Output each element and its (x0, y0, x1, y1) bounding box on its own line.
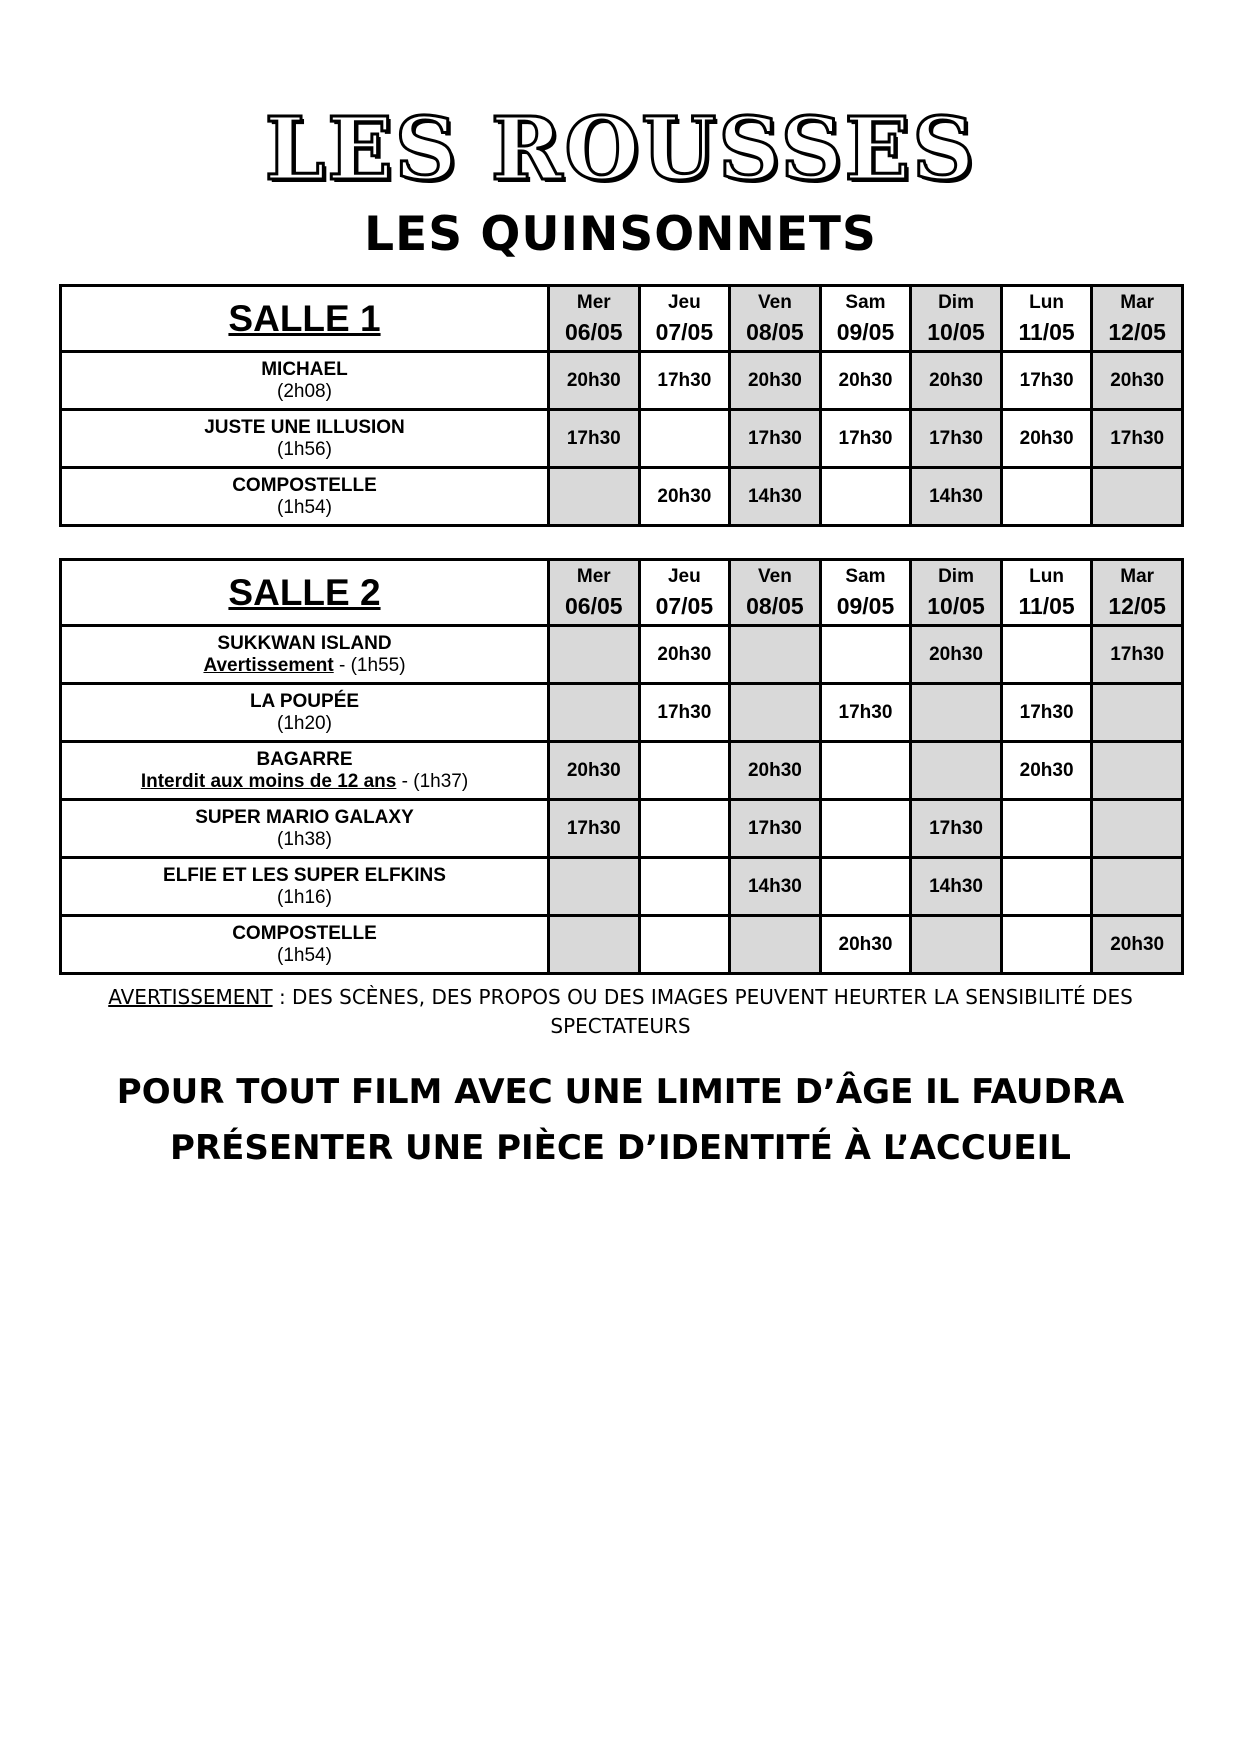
showtime-cell: 17h30 (911, 410, 1002, 468)
day-date: 06/05 (565, 319, 623, 345)
film-row (61, 468, 1183, 526)
day-header (1092, 560, 1183, 626)
hall-label: SALLE 1 (61, 286, 549, 352)
film-duration: (1h20) (277, 712, 332, 734)
showtime-cell: 17h30 (639, 352, 730, 410)
showtime-cell: 20h30 (820, 352, 911, 410)
film-cell (61, 742, 549, 800)
film-duration: - (1h37) (401, 770, 469, 792)
film-duration: - (1h55) (339, 654, 406, 676)
showtime-cell: 17h30 (639, 684, 730, 742)
day-name: Mar (1120, 566, 1155, 587)
showtime-cell (1092, 468, 1183, 526)
film-duration: (1h54) (277, 496, 332, 518)
film-info (62, 439, 547, 461)
showtime-cell (549, 684, 640, 742)
day-header-row (61, 286, 1183, 352)
day-name: Jeu (667, 566, 701, 587)
showtime-cell (911, 684, 1002, 742)
day-date: 10/05 (927, 319, 985, 345)
day-name: Lun (1029, 292, 1064, 313)
day-name: Ven (758, 292, 792, 313)
showtime-cell (549, 626, 640, 684)
day-header (1001, 286, 1092, 352)
id-notice-line-2: PRÉSENTER UNE PIÈCE D’IDENTITÉ À L’ACCUEIL (170, 1128, 1071, 1168)
showtime-cell: 17h30 (1092, 410, 1183, 468)
showtime-cell (820, 626, 911, 684)
film-info (62, 945, 547, 967)
film-duration: (1h54) (277, 944, 332, 966)
showtime-cell (1092, 684, 1183, 742)
film-info (62, 381, 547, 403)
showtime-cell: 20h30 (1092, 352, 1183, 410)
salle-1-schedule (59, 284, 1184, 527)
showtime-cell (549, 468, 640, 526)
day-date: 08/05 (746, 593, 804, 619)
film-title: LA POUPÉE (249, 690, 360, 712)
showtime-cell: 14h30 (911, 468, 1002, 526)
showtime-cell: 20h30 (639, 626, 730, 684)
day-name: Mer (576, 292, 611, 313)
showtime-cell (639, 916, 730, 974)
showtime-cell: 17h30 (1001, 684, 1092, 742)
showtime-cell: 20h30 (549, 742, 640, 800)
showtime-cell: 17h30 (549, 410, 640, 468)
venue-subtitle: LES QUINSONNETS (364, 207, 877, 262)
film-duration: (1h38) (277, 828, 332, 850)
showtime-cell (549, 858, 640, 916)
day-date: 12/05 (1108, 593, 1166, 619)
showtime-cell (911, 742, 1002, 800)
warning-label: AVERTISSEMENT (108, 985, 273, 1009)
showtime-cell: 17h30 (820, 410, 911, 468)
film-info (62, 887, 547, 909)
film-cell (61, 800, 549, 858)
day-header (1001, 560, 1092, 626)
day-name: Sam (845, 566, 886, 587)
showtime-cell (1001, 800, 1092, 858)
film-info (62, 829, 547, 851)
showtime-cell: 17h30 (911, 800, 1002, 858)
showtime-cell: 20h30 (820, 916, 911, 974)
day-header-row (61, 560, 1183, 626)
day-header (820, 286, 911, 352)
day-date: 06/05 (565, 593, 623, 619)
film-info (62, 655, 547, 677)
showtime-cell (1092, 858, 1183, 916)
day-header (911, 286, 1002, 352)
showtime-cell: 20h30 (730, 352, 821, 410)
day-header (730, 286, 821, 352)
showtime-cell: 20h30 (639, 468, 730, 526)
film-cell (61, 410, 549, 468)
day-name: Dim (938, 292, 974, 313)
id-notice-line-1: POUR TOUT FILM AVEC UNE LIMITE D’ÂGE IL FAUDRA (116, 1072, 1125, 1112)
film-duration: (2h08) (277, 380, 332, 402)
film-cell (61, 626, 549, 684)
film-cell (61, 858, 549, 916)
showtime-cell (730, 684, 821, 742)
showtime-cell (549, 916, 640, 974)
day-header (820, 560, 911, 626)
film-rating-note: Avertissement (203, 654, 334, 676)
showtime-cell: 20h30 (549, 352, 640, 410)
showtime-cell (639, 742, 730, 800)
warning-text (60, 983, 1181, 1041)
film-row (61, 352, 1183, 410)
day-name: Sam (845, 292, 886, 313)
showtime-cell (1092, 800, 1183, 858)
hall-label: SALLE 2 (61, 560, 549, 626)
showtime-cell: 17h30 (1001, 352, 1092, 410)
film-row (61, 410, 1183, 468)
film-rating-note: Interdit aux moins de 12 ans (140, 770, 397, 792)
day-header (911, 560, 1002, 626)
day-date: 07/05 (655, 319, 714, 345)
showtime-cell (820, 800, 911, 858)
showtime-cell: 14h30 (911, 858, 1002, 916)
day-date: 10/05 (927, 593, 985, 619)
salle-2-schedule (59, 558, 1184, 975)
film-row (61, 626, 1183, 684)
showtime-cell: 20h30 (1092, 916, 1183, 974)
showtime-cell (1001, 916, 1092, 974)
showtime-cell: 17h30 (820, 684, 911, 742)
film-duration: (1h16) (277, 886, 332, 908)
day-header (549, 286, 640, 352)
day-header (1092, 286, 1183, 352)
film-title: COMPOSTELLE (232, 474, 377, 496)
showtime-cell: 17h30 (730, 800, 821, 858)
day-date: 12/05 (1108, 319, 1166, 345)
film-cell (61, 468, 549, 526)
showtime-cell (730, 626, 821, 684)
showtime-cell: 14h30 (730, 468, 821, 526)
showtime-cell: 20h30 (1001, 742, 1092, 800)
day-name: Mer (576, 566, 611, 587)
film-title: JUSTE UNE ILLUSION (204, 416, 405, 438)
showtime-cell (639, 800, 730, 858)
showtime-cell: 20h30 (730, 742, 821, 800)
day-header (549, 560, 640, 626)
showtime-cell (911, 916, 1002, 974)
showtime-cell: 20h30 (1001, 410, 1092, 468)
film-row (61, 858, 1183, 916)
film-title: COMPOSTELLE (232, 922, 377, 944)
day-date: 09/05 (836, 593, 895, 619)
film-title: BAGARRE (256, 748, 353, 770)
showtime-cell (730, 916, 821, 974)
showtime-cell (1001, 468, 1092, 526)
film-cell (61, 684, 549, 742)
day-date: 11/05 (1018, 593, 1075, 619)
cinema-title: LES ROUSSES (264, 99, 977, 200)
showtime-cell (820, 858, 911, 916)
film-row (61, 916, 1183, 974)
film-row (61, 742, 1183, 800)
day-header (730, 560, 821, 626)
id-notice (60, 1064, 1181, 1176)
film-title: MICHAEL (261, 358, 348, 380)
day-header (639, 560, 730, 626)
film-info (62, 497, 547, 519)
day-date: 09/05 (836, 319, 895, 345)
film-cell (61, 916, 549, 974)
day-name: Jeu (667, 292, 701, 313)
showtime-cell: 14h30 (730, 858, 821, 916)
showtime-cell (1001, 626, 1092, 684)
showtime-cell: 20h30 (911, 626, 1002, 684)
film-info (62, 713, 547, 735)
film-info (62, 771, 547, 793)
film-row (61, 800, 1183, 858)
showtime-cell: 20h30 (911, 352, 1002, 410)
film-title: ELFIE ET LES SUPER ELFKINS (163, 864, 446, 886)
showtime-cell: 17h30 (1092, 626, 1183, 684)
film-title: SUKKWAN ISLAND (217, 632, 392, 654)
showtime-cell (1092, 742, 1183, 800)
film-title: SUPER MARIO GALAXY (195, 806, 414, 828)
day-date: 08/05 (746, 319, 804, 345)
film-duration: (1h56) (277, 438, 332, 460)
day-name: Ven (758, 566, 792, 587)
showtime-cell: 17h30 (549, 800, 640, 858)
film-cell (61, 352, 549, 410)
day-date: 11/05 (1018, 319, 1075, 345)
showtime-cell: 17h30 (730, 410, 821, 468)
showtime-cell (820, 742, 911, 800)
film-row (61, 684, 1183, 742)
showtime-cell (639, 858, 730, 916)
showtime-cell (1001, 858, 1092, 916)
day-name: Lun (1029, 566, 1064, 587)
day-name: Dim (938, 566, 974, 587)
day-date: 07/05 (655, 593, 714, 619)
day-name: Mar (1120, 292, 1155, 313)
day-header (639, 286, 730, 352)
warning-body: : DES SCÈNES, DES PROPOS OU DES IMAGES PEUVENT HEURTER LA SENSIBILITÉ DES SPECTATEURS (272, 985, 1133, 1038)
showtime-cell (820, 468, 911, 526)
showtime-cell (639, 410, 730, 468)
